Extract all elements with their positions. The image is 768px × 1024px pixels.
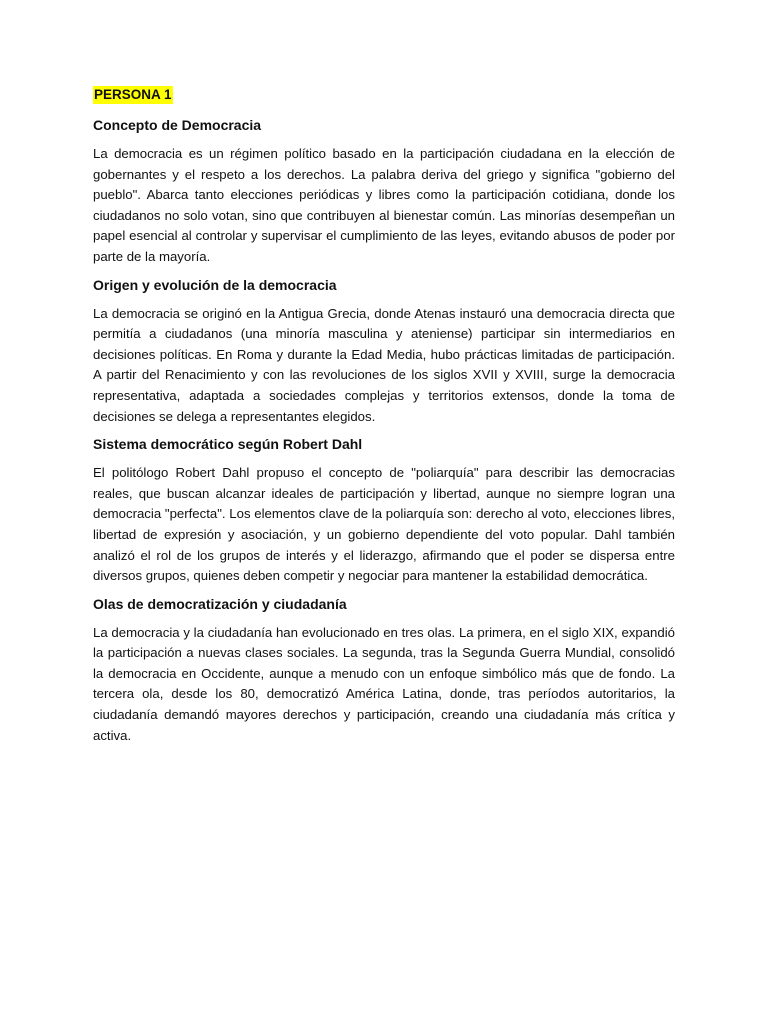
section-heading: Origen y evolución de la democracia (93, 276, 337, 293)
highlighted-label: PERSONA 1 (94, 87, 172, 102)
section-paragraph: La democracia se originó en la Antigua Grecia, donde Atenas instauró una democracia directa que permitía a ciudadanos (una minoría masculina y ateniense) participar sin intermediarios en decisiones políticas. En Roma y durante la Edad Media, hubo prácticas limitadas de participación. A partir del Renacimiento y con las revoluciones de los siglos XVII y XVIII, surge la democracia representativa, adaptada a sociedades complejas y territorios extensos, donde la toma de decisiones se delega a representantes elegidos. (93, 305, 675, 424)
section-paragraph: El politólogo Robert Dahl propuso el concepto de "poliarquía" para describir las democracias reales, que buscan alcanzar ideales de participación y libertad, aunque no siempre logran una democracia "perfecta". Los elementos clave de la poliarquía son: derecho al voto, elecciones libres, libertad de expresión y asociación, y un gobierno dependiente del voto popular. Dahl también analizó el rol de los grupos de interés y el liderazgo, afirmando que el poder se dispersa entre diversos grupos, quienes deben competir y negociar para mantener la estabilidad democrática. (93, 465, 675, 584)
section-heading: Olas de democratización y ciudadanía (93, 595, 347, 612)
section-paragraph: La democracia y la ciudadanía han evolucionado en tres olas. La primera, en el siglo XIX, expandió la participación a nuevas clases sociales. La segunda, tras la Segunda Guerra Mundial, consolidó la democracia en Occidente, aunque a menudo con un enfoque simbólico más que de fondo. La tercera ola, desde los 80, democratizó América Latina, donde, tras períodos autoritarios, la ciudadanía demandó mayores derechos y participación, creando una ciudadanía más crítica y activa. (93, 624, 675, 743)
document-page (93, 86, 675, 754)
section-dahl (93, 435, 675, 587)
section-heading: Concepto de Democracia (93, 117, 262, 133)
section-paragraph: La democracia es un régimen político basado en la participación ciudadana en la elección de gobernantes y el respeto a los derechos. La palabra deriva del griego y significa "gobierno del pueblo". Abarca tanto elecciones periódicas y libres como la participación cotidiana, donde los ciudadanos no solo votan, sino que contribuyen al bienestar común. Las minorías desempeñan un papel esencial al controlar y supervisar el cumplimiento de las leyes, evitando abusos de poder por parte de la mayoría. (93, 146, 675, 264)
section-olas (93, 595, 675, 747)
section-heading: Sistema democrático según Robert Dahl (93, 436, 363, 453)
section-origen (93, 276, 675, 428)
section-concepto (93, 116, 675, 268)
